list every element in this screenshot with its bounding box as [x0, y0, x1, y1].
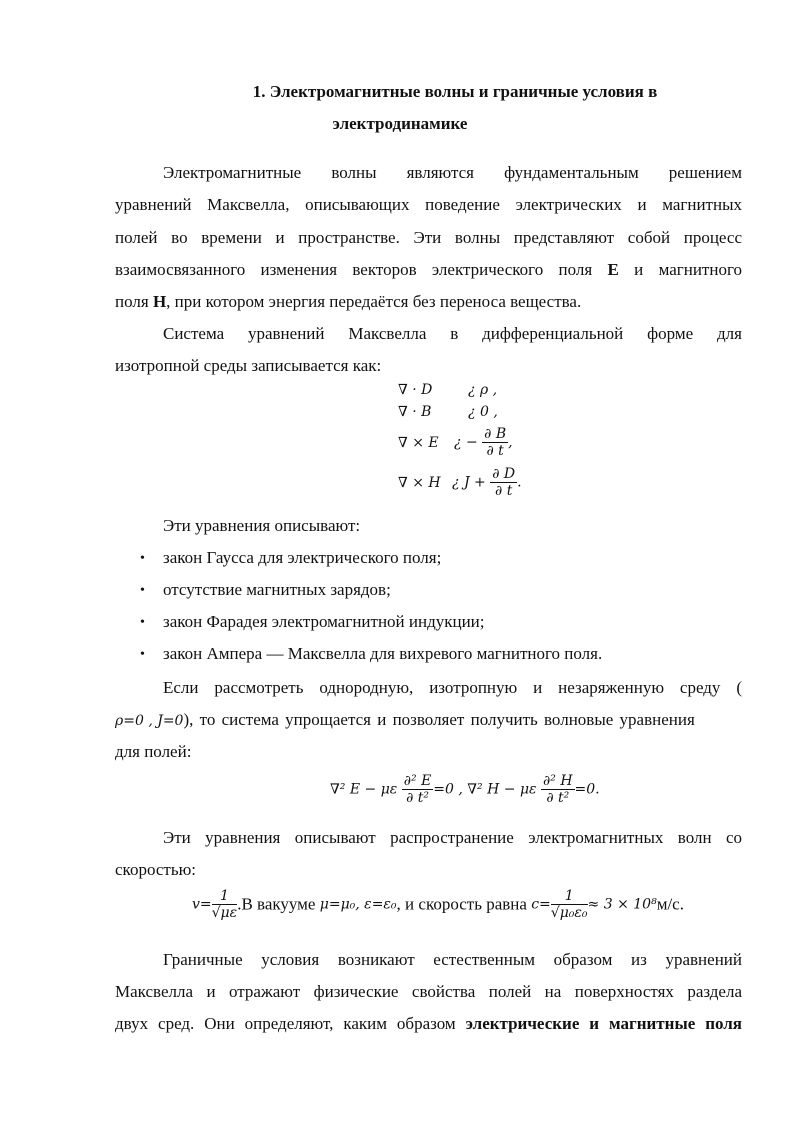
para1-line3: полей во времени и пространстве. Эти волны представляют собой процесс — [115, 228, 742, 247]
para2-line2: изотропной среды записывается как: — [115, 356, 382, 375]
speed-v-pre: v= — [192, 896, 212, 913]
eq3-num: ∂ B — [484, 426, 507, 442]
para3-line2-text: ), то система упрощается и позволяет получить волновые уравнения — [183, 710, 695, 729]
wave-fraction-2 — [541, 773, 575, 806]
section-title-line1: 1. Электромагнитные волны и граничные условия в — [252, 82, 658, 101]
para3-line1: Если рассмотреть однородную, изотропную и незаряженную среду ( — [163, 678, 742, 697]
list-item: закон Гаусса для электрического поля; — [163, 548, 442, 567]
wave-fraction-1 — [402, 773, 434, 806]
wave-num-1: ∂² E — [403, 773, 432, 789]
wave-part-c: =0. — [574, 781, 600, 798]
speed-c-num: 1 — [551, 888, 588, 905]
eq3-rhs — [454, 426, 513, 459]
bullet-marker: • — [140, 551, 145, 566]
section-title-line2: электродинамике — [332, 114, 468, 133]
eq3-pre: ¿ − — [454, 434, 478, 451]
eq1-rhs: ¿ ρ , — [468, 382, 498, 398]
speed-c-pre: c= — [531, 896, 551, 913]
eq4-lhs: ∇ × H — [398, 475, 441, 491]
eq4-fraction — [490, 466, 517, 499]
para3-line2 — [115, 710, 742, 731]
para5-line2: Максвелла и отражают физические свойства полей на поверхностях раздела — [115, 982, 742, 1001]
list-intro: Эти уравнения описывают: — [163, 516, 361, 535]
eq4-den: ∂ t — [495, 483, 513, 499]
list-item: отсутствие магнитных зарядов; — [163, 580, 391, 599]
para4-line1: Эти уравнения описывают распространение электромагнитных волн со — [163, 828, 742, 847]
para1-line4-tail: и магнитного — [634, 260, 743, 279]
para5-line1: Граничные условия возникают естественным образом из уравнений — [163, 950, 742, 969]
eq4-pre: ¿ J + — [452, 474, 486, 491]
speed-c-den: √μ₀ε₀ — [550, 905, 588, 921]
speed-v-num: 1 — [212, 888, 238, 905]
list-item: закон Ампера — Максвелла для вихревого магнитного поля. — [163, 644, 603, 663]
eq3-fraction — [482, 426, 508, 459]
para5-line3-text: двух сред. Они определяют, каким образом — [115, 1014, 456, 1033]
wave-den-2: ∂ t² — [546, 790, 570, 806]
speed-v-fraction — [212, 888, 238, 921]
speed-unit: м/с. — [656, 894, 684, 914]
para5-line3 — [115, 1014, 742, 1034]
speed-text1: .В вакууме — [237, 894, 316, 914]
eq2-lhs: ∇ · B — [398, 404, 432, 420]
bullet-marker: • — [140, 583, 145, 598]
eq1-lhs: ∇ · D — [398, 382, 433, 398]
speed-line — [192, 888, 684, 921]
eq4-rhs — [452, 466, 522, 499]
para3-line3: для полей: — [115, 742, 192, 761]
wave-num-2: ∂² H — [543, 773, 573, 789]
para1-line4 — [115, 260, 742, 280]
bullet-marker: • — [140, 615, 145, 630]
wave-equations — [330, 773, 600, 806]
wave-part-a: ∇² E − με — [330, 781, 398, 798]
eq3-den: ∂ t — [486, 443, 504, 459]
para1-line2: уравнений Максвелла, описывающих поведение электрических и магнитных — [115, 195, 742, 214]
para1-line5 — [115, 292, 742, 312]
speed-c-value: ≈ 3 × 10⁸ — [587, 896, 657, 913]
eq4-num: ∂ D — [492, 466, 516, 482]
para1-line4-text: взаимосвязанного изменения векторов электрического поля — [115, 260, 593, 279]
speed-vacuum-values: μ=μ₀, ε=ε₀ — [319, 896, 397, 913]
para1-line1: Электромагнитные волны являются фундаментальным решением — [163, 163, 742, 182]
wave-part-b: =0 , ∇² H − με — [433, 781, 537, 798]
vector-H: H — [152, 292, 167, 311]
para1-line5-tail: , при котором энергия передаётся без переноса вещества. — [166, 292, 582, 311]
wave-den-1: ∂ t² — [406, 790, 429, 806]
para4-line2: скоростью: — [115, 860, 197, 879]
para1-line5-text: поля — [115, 292, 149, 311]
bullet-marker: • — [140, 647, 145, 662]
eq4-post: . — [517, 474, 522, 491]
para2-line1: Система уравнений Максвелла в дифференциальной форме для — [163, 324, 742, 343]
eq3-lhs: ∇ × E — [398, 435, 439, 451]
eq3-post: , — [508, 434, 513, 451]
list-item: закон Фарадея электромагнитной индукции; — [163, 612, 485, 631]
condition-rho-j: ρ=0 , J=0 — [115, 713, 184, 729]
speed-v-den: √με — [211, 905, 238, 921]
speed-c-fraction — [551, 888, 588, 921]
eq2-rhs: ¿ 0 , — [468, 404, 498, 420]
vector-E: E — [607, 260, 619, 279]
para5-line3-bold: электрические и магнитные поля — [465, 1014, 742, 1033]
speed-text2: , и скорость равна — [396, 894, 527, 914]
